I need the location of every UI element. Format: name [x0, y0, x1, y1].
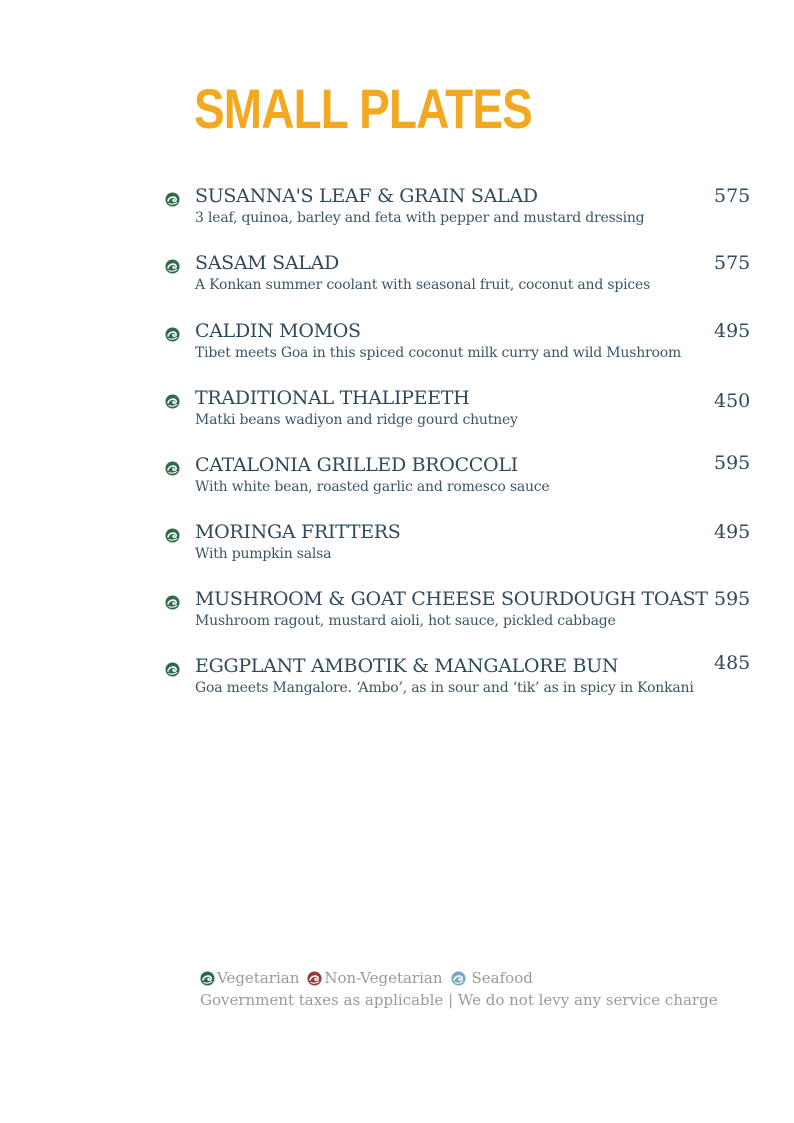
vegetarian-icon [165, 461, 180, 476]
vegetarian-icon [165, 192, 180, 207]
menu-item-name: TRADITIONAL THALIPEETH [195, 387, 470, 409]
diet-legend [200, 968, 718, 1009]
seafood-icon [451, 971, 467, 986]
vegetarian-icon [165, 595, 180, 610]
menu-item-price: 485 [714, 652, 751, 674]
menu-item-price: 595 [714, 452, 751, 474]
menu-item-name: SUSANNA'S LEAF & GRAIN SALAD [195, 185, 538, 207]
menu-item-name: EGGPLANT AMBOTIK & MANGALORE BUN [195, 655, 619, 677]
menu-item-name: SASAM SALAD [195, 252, 339, 274]
menu-item-name: MUSHROOM & GOAT CHEESE SOURDOUGH TOAST [195, 588, 708, 610]
vegetarian-icon [165, 259, 180, 274]
menu-item [0, 251, 794, 311]
menu-item-name: CALDIN MOMOS [195, 320, 361, 342]
vegetarian-icon [165, 394, 180, 409]
vegetarian-icon [200, 971, 216, 986]
menu-item-description: Tibet meets Goa in this spiced coconut milk curry and wild Mushroom [195, 345, 682, 361]
menu-item-name: CATALONIA GRILLED BROCCOLI [195, 454, 518, 476]
legend-seafood [451, 969, 533, 987]
legend-non-vegetarian [307, 969, 442, 987]
menu-item-description: With white bean, roasted garlic and romesco sauce [195, 479, 550, 495]
vegetarian-icon [165, 327, 180, 342]
menu-item-price: 495 [714, 521, 751, 543]
vegetarian-icon [165, 528, 180, 543]
legend-non-vegetarian-label: Non-Vegetarian [324, 969, 443, 987]
menu-item-price: 595 [714, 588, 751, 610]
menu-item-description: Mushroom ragout, mustard aioli, hot sauce, pickled cabbage [195, 613, 616, 629]
menu-item [0, 319, 794, 379]
menu-item-description: Matki beans wadiyon and ridge gourd chutney [195, 412, 518, 428]
menu-item [0, 184, 794, 244]
menu-item-price: 575 [714, 185, 751, 207]
menu-item [0, 386, 794, 446]
menu-item-description: Goa meets Mangalore. ‘Ambo’, as in sour and ‘tik’ as in spicy in Konkani [195, 680, 694, 696]
menu-item-description: With pumpkin salsa [195, 546, 332, 562]
menu-item [0, 520, 794, 580]
menu-item-price: 575 [714, 252, 751, 274]
menu-item-name: MORINGA FRITTERS [195, 521, 401, 543]
legend-seafood-label: Seafood [471, 969, 533, 987]
menu-item [0, 587, 794, 647]
tax-footnote: Government taxes as applicable | We do not levy any service charge [200, 991, 718, 1009]
menu-item-description: A Konkan summer coolant with seasonal fruit, coconut and spices [195, 277, 651, 293]
menu-item-description: 3 leaf, quinoa, barley and feta with pepper and mustard dressing [195, 210, 645, 226]
page-title: SMALL PLATES [194, 77, 532, 140]
non-vegetarian-icon [307, 971, 323, 986]
menu-item [0, 453, 794, 513]
vegetarian-icon [165, 662, 180, 677]
legend-vegetarian [200, 969, 299, 987]
legend-vegetarian-label: Vegetarian [217, 969, 300, 987]
menu-item [0, 654, 794, 714]
menu-item-price: 495 [714, 320, 751, 342]
menu-item-price: 450 [714, 390, 751, 412]
